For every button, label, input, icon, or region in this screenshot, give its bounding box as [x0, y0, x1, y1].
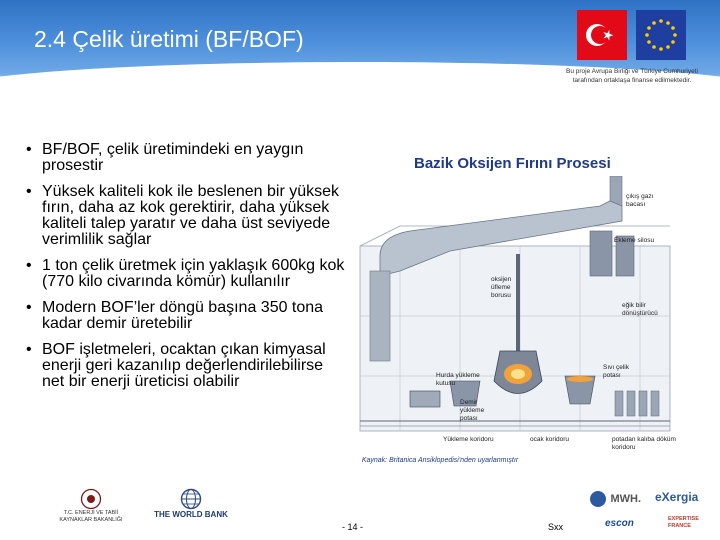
- bullet-item: • 1 ton çelik üretmek için yaklaşık 600kg kok (770 kilo civarında kömür) kullanılır: [26, 258, 346, 290]
- mwh-mark-icon: [590, 491, 606, 507]
- ministry-name: T.C. ENERJİ VE TABİİ KAYNAKLAR BAKANLIĞI: [59, 510, 123, 523]
- label-oxygen-lance: oksijen üfleme borusu: [491, 276, 512, 299]
- bullet-item: • Yüksek kaliteli kok ile beslenen bir yüksek fırın, daha az kok gerektirir, daha yüksek kaliteli talep yaratır ve daha üst seviyede verimlilik sağlar: [26, 184, 346, 248]
- label-furnace-aisle: ocak koridoru: [530, 436, 570, 443]
- page-number: - 14 -: [342, 522, 364, 532]
- label-casting-aisle: potadan kalıba döküm koridoru: [612, 436, 676, 451]
- bullet-item: • BF/BOF, çelik üretimindeki en yaygın prosestir: [26, 142, 346, 174]
- label-scrap-box: Hurda yükleme kutusu: [436, 372, 480, 387]
- slide-code: Sxx: [548, 522, 564, 532]
- worldbank-logo: [146, 488, 236, 519]
- label-additives-silo: Ekleme silosu: [614, 237, 655, 244]
- label-tilting-converter: eğik bilir dönüştürücü: [622, 302, 658, 317]
- escon-logo: escon: [605, 518, 634, 529]
- exergia-logo: eXergia: [655, 490, 699, 504]
- diagram-title: Bazik Oksijen Fırını Prosesi: [414, 155, 611, 172]
- funding-note: Bu proje Avrupa Birliği ve Türkiye Cumhuriyeti tarafından ortaklaşa finanse edilmektedir.: [566, 68, 698, 84]
- label-liquid-steel-ladle: Sıvı çelik potası: [603, 364, 630, 379]
- label-iron-ladle: Demir yükleme potası: [460, 399, 485, 422]
- label-charging-aisle: Yükleme koridoru: [443, 436, 494, 443]
- bullet-item: • BOF işletmeleri, ocaktan çıkan kimyasal enerji geri kazanılıp değerlendirilebilirse net bir enerji üreticisi olabilir: [26, 342, 346, 390]
- ministry-emblem-icon: [80, 488, 102, 510]
- ministry-logo: [58, 488, 124, 524]
- turkey-flag-icon: [577, 10, 627, 60]
- diagram-caption: Kaynak: Britanica Ansiklopedisi'nden uyarlanmıştır: [361, 457, 519, 464]
- slide-title: 2.4 Çelik üretimi (BF/BOF): [34, 26, 304, 52]
- worldbank-name: THE WORLD BANK: [154, 510, 228, 519]
- eu-flag-icon: [636, 10, 686, 60]
- expertise-france-logo: EXPERTISE FRANCE: [668, 516, 699, 529]
- mwh-logo: [590, 490, 641, 508]
- globe-icon: [180, 488, 202, 510]
- bullet-item: • Modern BOF’ler döngü başına 350 tona kadar demir üretebilir: [26, 300, 346, 332]
- mwh-name: MWH.: [610, 492, 641, 505]
- label-exhaust-stack: çıkış gazı bacası: [626, 193, 654, 208]
- bullet-list: [26, 142, 346, 400]
